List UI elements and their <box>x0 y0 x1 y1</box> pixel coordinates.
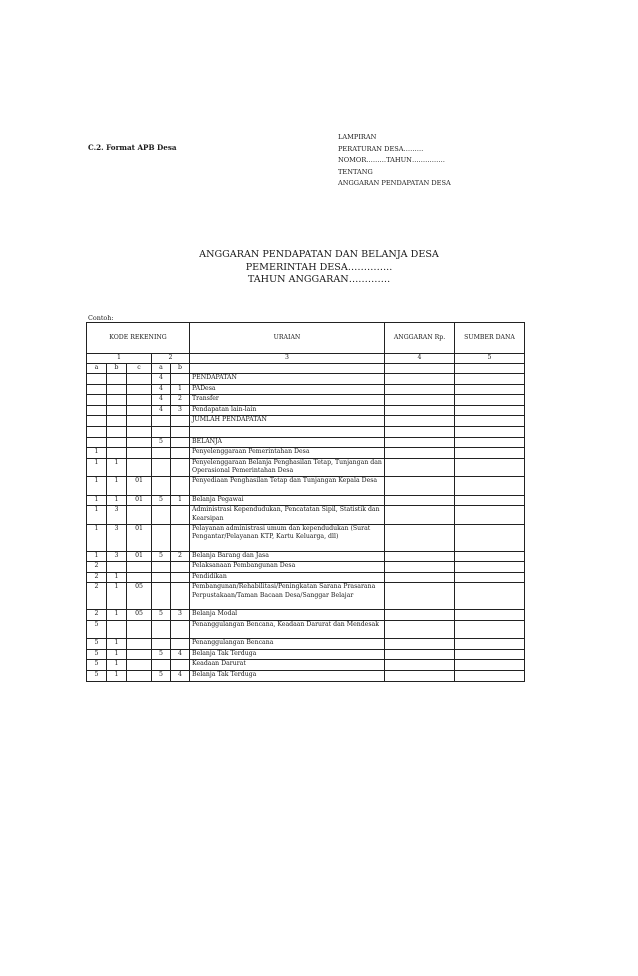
uraian-cell: Penyediaan Penghasilan Tetap dan Tunjangan Kepala Desa <box>190 477 385 495</box>
anggaran-cell <box>385 649 455 660</box>
code-e <box>171 660 190 671</box>
code-a: 5 <box>87 639 107 650</box>
code-c: 05 <box>127 583 152 610</box>
title-line: TAHUN ANGGARAN…………. <box>247 274 391 286</box>
anggaran-cell <box>385 671 455 682</box>
code-b <box>107 426 127 437</box>
code-d <box>152 620 171 638</box>
table-row <box>87 551 525 562</box>
table-row <box>87 395 525 406</box>
code-e: 4 <box>171 671 190 682</box>
code-b <box>107 416 127 427</box>
header-kode-rekening: KODE REKENING <box>87 323 190 354</box>
code-b <box>107 620 127 638</box>
anggaran-cell <box>385 458 455 476</box>
table-row <box>87 426 525 437</box>
sumber-dana-cell <box>455 620 525 638</box>
sumber-dana-cell <box>455 506 525 524</box>
code-e: 2 <box>171 395 190 406</box>
sumber-dana-cell <box>455 477 525 495</box>
header-sumber-dana: SUMBER DANA <box>455 323 525 354</box>
code-e <box>171 639 190 650</box>
column-number: 2 <box>152 354 190 364</box>
code-d: 5 <box>152 649 171 660</box>
table-row <box>87 671 525 682</box>
uraian-cell: Pelaksanaan Pembangunan Desa <box>190 562 385 573</box>
table-row <box>87 639 525 650</box>
code-d <box>152 458 171 476</box>
code-e: 3 <box>171 405 190 416</box>
code-e <box>171 437 190 448</box>
sub-column-label: a <box>87 364 107 374</box>
code-c <box>127 562 152 573</box>
sumber-dana-cell <box>455 458 525 476</box>
code-e <box>171 374 190 385</box>
code-d <box>152 639 171 650</box>
column-number: 5 <box>455 354 525 364</box>
code-d <box>152 416 171 427</box>
code-a: 1 <box>87 458 107 476</box>
lampiran-line: TENTANG <box>338 167 373 176</box>
uraian-cell: Belanja Barang dan Jasa <box>190 551 385 562</box>
table-row <box>87 477 525 495</box>
anggaran-cell <box>385 583 455 610</box>
sumber-dana-cell <box>455 405 525 416</box>
code-d: 4 <box>152 384 171 395</box>
code-c <box>127 639 152 650</box>
code-c: 01 <box>127 495 152 506</box>
uraian-cell: Pendidikan <box>190 572 385 583</box>
code-e <box>171 506 190 524</box>
uraian-cell: Administrasi Kependudukan, Pencatatan Sipil, Statistik dan Kearsipan <box>190 506 385 524</box>
code-c <box>127 437 152 448</box>
code-a: 5 <box>87 620 107 638</box>
code-d: 5 <box>152 551 171 562</box>
code-b: 1 <box>107 639 127 650</box>
column-number-row <box>87 354 525 364</box>
code-a <box>87 374 107 385</box>
code-d: 5 <box>152 437 171 448</box>
code-d <box>152 562 171 573</box>
document-title <box>0 249 638 287</box>
table-row <box>87 416 525 427</box>
anggaran-cell <box>385 610 455 621</box>
code-e <box>171 572 190 583</box>
anggaran-cell <box>385 405 455 416</box>
code-a: 5 <box>87 649 107 660</box>
code-c <box>127 620 152 638</box>
table-row <box>87 572 525 583</box>
code-a: 1 <box>87 524 107 551</box>
uraian-cell: Pembangunan/Rehabilitasi/Peningkatan Sarana Prasarana Perpustakaan/Taman Bacaan Desa/Sanggar Belajar <box>190 583 385 610</box>
code-b: 1 <box>107 458 127 476</box>
code-c: 01 <box>127 524 152 551</box>
anggaran-cell <box>385 437 455 448</box>
format-title: C.2. Format APB Desa <box>88 143 177 152</box>
table-row <box>87 610 525 621</box>
code-e: 2 <box>171 551 190 562</box>
sub-column-label: b <box>171 364 190 374</box>
code-c <box>127 458 152 476</box>
code-a: 2 <box>87 562 107 573</box>
column-number: 1 <box>87 354 152 364</box>
code-c <box>127 374 152 385</box>
code-d: 4 <box>152 395 171 406</box>
sub-column-label: a <box>152 364 171 374</box>
apb-table-body <box>87 374 525 682</box>
code-e <box>171 562 190 573</box>
table-row <box>87 448 525 459</box>
code-a: 1 <box>87 448 107 459</box>
anggaran-cell <box>385 495 455 506</box>
uraian-cell: PADesa <box>190 384 385 395</box>
table-row <box>87 583 525 610</box>
code-b: 1 <box>107 583 127 610</box>
code-b <box>107 395 127 406</box>
code-c <box>127 660 152 671</box>
uraian-cell: JUMLAH PENDAPATAN <box>190 416 385 427</box>
code-b <box>107 405 127 416</box>
code-d <box>152 426 171 437</box>
code-d <box>152 583 171 610</box>
uraian-cell: Penanggulangan Bencana, Keadaan Darurat dan Mendesak <box>190 620 385 638</box>
lampiran-line: NOMOR………TAHUN…………… <box>338 156 445 165</box>
code-b: 1 <box>107 495 127 506</box>
code-c <box>127 395 152 406</box>
code-e <box>171 524 190 551</box>
code-d <box>152 506 171 524</box>
uraian-cell: Belanja Pegawai <box>190 495 385 506</box>
column-number: 4 <box>385 354 455 364</box>
code-d <box>152 477 171 495</box>
sumber-dana-cell <box>455 572 525 583</box>
code-a: 5 <box>87 671 107 682</box>
sumber-dana-cell <box>455 437 525 448</box>
sumber-dana-cell <box>455 610 525 621</box>
anggaran-cell <box>385 660 455 671</box>
title-line: ANGGARAN PENDAPATAN DAN BELANJA DESA <box>199 249 439 260</box>
code-a <box>87 384 107 395</box>
sumber-dana-cell <box>455 649 525 660</box>
table-row <box>87 649 525 660</box>
uraian-cell: Pendapatan lain-lain <box>190 405 385 416</box>
code-b: 1 <box>107 671 127 682</box>
table-row <box>87 384 525 395</box>
code-a <box>87 395 107 406</box>
sub-column-label: c <box>127 364 152 374</box>
code-c <box>127 572 152 583</box>
table-row <box>87 506 525 524</box>
code-d: 5 <box>152 610 171 621</box>
table-row <box>87 458 525 476</box>
anggaran-cell <box>385 416 455 427</box>
code-e <box>171 458 190 476</box>
code-a: 1 <box>87 551 107 562</box>
table-row <box>87 620 525 638</box>
header-uraian: URAIAN <box>190 323 385 354</box>
sumber-dana-cell <box>455 524 525 551</box>
code-d: 5 <box>152 495 171 506</box>
code-e: 3 <box>171 610 190 621</box>
table-row <box>87 405 525 416</box>
sub-column-label: b <box>107 364 127 374</box>
code-c: 01 <box>127 551 152 562</box>
sumber-dana-cell <box>455 583 525 610</box>
uraian-cell: Keadaan Darurat <box>190 660 385 671</box>
code-b: 1 <box>107 649 127 660</box>
anggaran-cell <box>385 562 455 573</box>
sumber-dana-cell <box>455 551 525 562</box>
code-d <box>152 572 171 583</box>
code-b <box>107 374 127 385</box>
code-b: 3 <box>107 524 127 551</box>
code-c <box>127 506 152 524</box>
table-row <box>87 524 525 551</box>
code-e <box>171 477 190 495</box>
anggaran-cell <box>385 477 455 495</box>
lampiran-line: LAMPIRAN <box>338 133 377 141</box>
table-row <box>87 660 525 671</box>
sumber-dana-cell <box>455 495 525 506</box>
code-e <box>171 448 190 459</box>
sumber-dana-cell <box>455 426 525 437</box>
code-d: 4 <box>152 374 171 385</box>
anggaran-cell <box>385 639 455 650</box>
code-c <box>127 426 152 437</box>
code-d <box>152 448 171 459</box>
uraian-cell: Transfer <box>190 395 385 406</box>
sumber-dana-cell <box>455 448 525 459</box>
anggaran-cell <box>385 374 455 385</box>
code-c <box>127 416 152 427</box>
uraian-cell: Penyelenggaraan Belanja Penghasilan Tetap, Tunjangan dan Operasional Pemerintahan Desa <box>190 458 385 476</box>
lampiran-block <box>338 132 451 190</box>
code-e: 4 <box>171 649 190 660</box>
code-c <box>127 671 152 682</box>
code-e: 1 <box>171 384 190 395</box>
anggaran-cell <box>385 620 455 638</box>
anggaran-cell <box>385 426 455 437</box>
code-e: 1 <box>171 495 190 506</box>
code-a: 1 <box>87 477 107 495</box>
lampiran-line: ANGGARAN PENDAPATAN DESA <box>338 179 451 188</box>
code-d <box>152 524 171 551</box>
uraian-cell: Belanja Modal <box>190 610 385 621</box>
anggaran-cell <box>385 448 455 459</box>
code-e <box>171 583 190 610</box>
code-b <box>107 384 127 395</box>
code-a <box>87 437 107 448</box>
code-a: 5 <box>87 660 107 671</box>
sumber-dana-cell <box>455 660 525 671</box>
code-d <box>152 660 171 671</box>
code-b: 3 <box>107 506 127 524</box>
table-row <box>87 437 525 448</box>
sumber-dana-cell <box>455 416 525 427</box>
table-row <box>87 562 525 573</box>
code-c <box>127 405 152 416</box>
header-anggaran: ANGGARAN Rp. <box>385 323 455 354</box>
title-line: PEMERINTAH DESA………….. <box>245 261 393 273</box>
code-a: 1 <box>87 495 107 506</box>
uraian-cell: BELANJA <box>190 437 385 448</box>
code-a: 2 <box>87 583 107 610</box>
code-b <box>107 448 127 459</box>
anggaran-cell <box>385 524 455 551</box>
code-a <box>87 405 107 416</box>
code-a: 2 <box>87 610 107 621</box>
uraian-cell: Pelayanan administrasi umum dan kependudukan (Surat Pengantar/Pelayanan KTP, Kartu Keluarga, dll) <box>190 524 385 551</box>
sub-column-row <box>87 364 525 374</box>
table-row <box>87 495 525 506</box>
sumber-dana-cell <box>455 374 525 385</box>
code-c <box>127 384 152 395</box>
code-c <box>127 649 152 660</box>
anggaran-cell <box>385 572 455 583</box>
sumber-dana-cell <box>455 639 525 650</box>
table-row <box>87 374 525 385</box>
contoh-label: Contoh: <box>88 314 114 322</box>
column-number: 3 <box>190 354 385 364</box>
code-b: 1 <box>107 572 127 583</box>
code-b: 1 <box>107 610 127 621</box>
code-a <box>87 416 107 427</box>
code-b <box>107 437 127 448</box>
code-e <box>171 426 190 437</box>
uraian-cell: PENDAPATAN <box>190 374 385 385</box>
code-b <box>107 562 127 573</box>
uraian-cell: Penanggulangan Bencana <box>190 639 385 650</box>
lampiran-line: PERATURAN DESA……… <box>338 144 424 153</box>
uraian-cell <box>190 426 385 437</box>
anggaran-cell <box>385 395 455 406</box>
uraian-cell: Belanja Tak Terduga <box>190 671 385 682</box>
code-d: 4 <box>152 405 171 416</box>
sumber-dana-cell <box>455 384 525 395</box>
anggaran-cell <box>385 551 455 562</box>
code-d: 5 <box>152 671 171 682</box>
anggaran-cell <box>385 506 455 524</box>
sumber-dana-cell <box>455 562 525 573</box>
code-e <box>171 620 190 638</box>
uraian-cell: Belanja Tak Terduga <box>190 649 385 660</box>
code-e <box>171 416 190 427</box>
code-b: 3 <box>107 551 127 562</box>
code-b: 1 <box>107 477 127 495</box>
apb-table <box>86 322 525 682</box>
code-a: 2 <box>87 572 107 583</box>
code-c: 01 <box>127 477 152 495</box>
code-c <box>127 448 152 459</box>
code-c: 05 <box>127 610 152 621</box>
uraian-cell: Penyelenggaraan Pemerintahan Desa <box>190 448 385 459</box>
code-b: 1 <box>107 660 127 671</box>
sumber-dana-cell <box>455 671 525 682</box>
sumber-dana-cell <box>455 395 525 406</box>
anggaran-cell <box>385 384 455 395</box>
code-a <box>87 426 107 437</box>
code-a: 1 <box>87 506 107 524</box>
